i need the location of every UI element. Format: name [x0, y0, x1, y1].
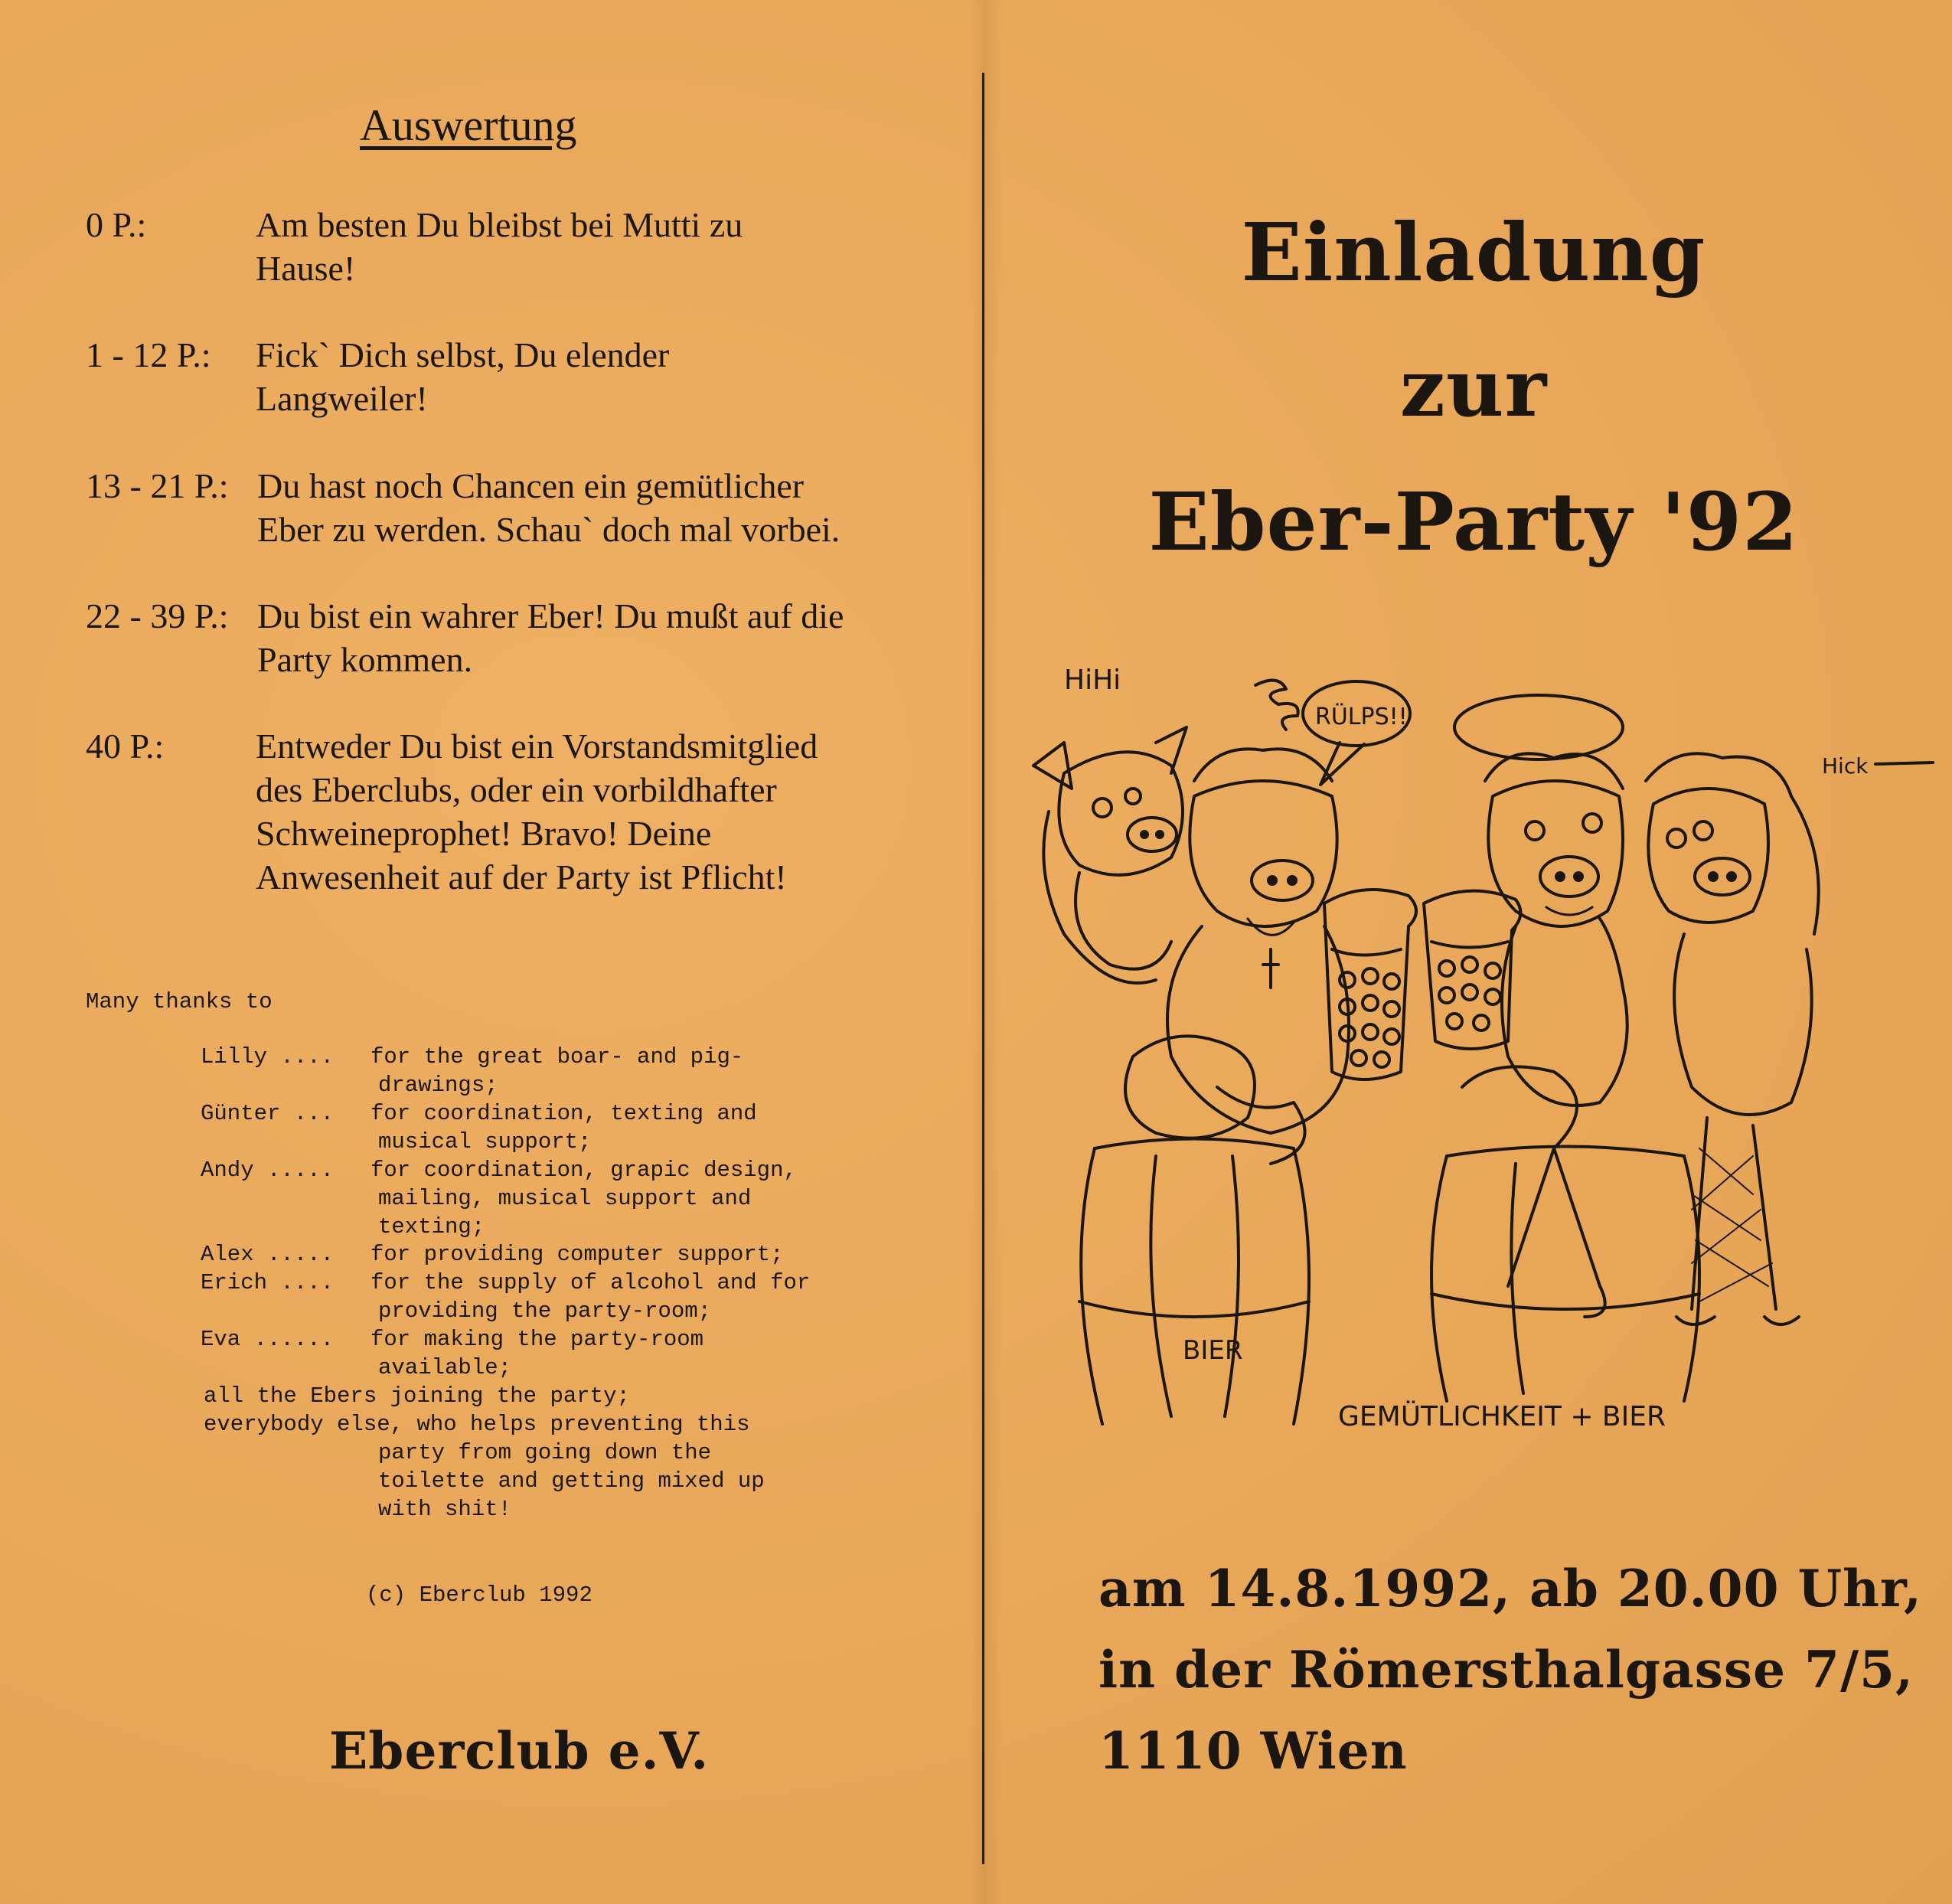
thanks-name: Andy .....	[201, 1158, 335, 1183]
thanks-name: Erich ....	[201, 1270, 335, 1295]
score-points: 40 P.:	[86, 727, 165, 766]
copyright-note: (c) Eberclub 1992	[366, 1582, 592, 1608]
thanks-line: for coordination, texting and	[370, 1101, 757, 1126]
club-signature: Eberclub e.V.	[329, 1721, 710, 1781]
barrel-bier-label: BIER	[1183, 1335, 1243, 1366]
beer-mug-left	[1324, 890, 1416, 1079]
pig-one	[1033, 727, 1187, 983]
score-line: Entweder Du bist ein Vorstandsmitglied	[256, 727, 818, 766]
thanks-desc	[370, 1156, 922, 1241]
thanks-name: Günter ...	[201, 1101, 335, 1126]
thought-bubble	[1454, 695, 1623, 759]
ruelps-label: RÜLPS!!	[1315, 704, 1408, 730]
fold-line	[982, 73, 984, 1864]
score-points: 13 - 21 P.:	[86, 466, 229, 505]
event-date: am 14.8.1992, ab 20.00 Uhr,	[1098, 1559, 1922, 1618]
thanks-desc	[370, 1269, 922, 1325]
thanks-extra: everybody else, who helps preventing this	[204, 1412, 750, 1437]
score-text	[257, 464, 946, 551]
score-line: Hause!	[256, 249, 356, 288]
thanks-line: drawings;	[378, 1073, 498, 1098]
hick-underline	[1875, 763, 1933, 764]
thanks-line: mailing, musical support and	[378, 1186, 752, 1211]
beer-mug-right	[1424, 891, 1520, 1049]
invitation-line-3: Eber-Party '92	[1148, 475, 1799, 569]
score-text	[256, 724, 945, 899]
thanks-desc	[370, 1043, 922, 1099]
thanks-extra-cont: with shit!	[378, 1497, 512, 1522]
score-points: 22 - 39 P.:	[86, 596, 229, 635]
thanks-name: Eva ......	[201, 1327, 335, 1352]
event-street: in der Römersthalgasse 7/5,	[1098, 1640, 1914, 1700]
thanks-line: musical support;	[378, 1129, 592, 1154]
left-barrel	[1079, 1139, 1309, 1425]
score-line: Anwesenheit auf der Party ist Pflicht!	[256, 857, 787, 896]
thanks-extra: all the Ebers joining the party;	[204, 1383, 630, 1409]
pig-two-boar	[1125, 749, 1349, 1164]
swirl-mark	[1255, 681, 1298, 730]
thanks-line: texting;	[378, 1214, 485, 1239]
thanks-desc	[370, 1240, 922, 1269]
thanks-extra-cont: toilette and getting mixed up	[378, 1468, 765, 1494]
thanks-line: available;	[378, 1355, 512, 1380]
score-points: 1 - 12 P.:	[86, 335, 211, 374]
thanks-name: Alex .....	[201, 1242, 335, 1267]
score-line: Schweineprophet! Bravo! Deine	[256, 814, 712, 853]
evaluation-title: Auswertung	[360, 100, 577, 150]
score-line: Langweiler!	[256, 379, 428, 418]
thanks-line: for the supply of alcohol and for	[370, 1270, 811, 1295]
score-line: Fick` Dich selbst, Du elender	[256, 335, 670, 374]
thanks-line: providing the party-room;	[378, 1298, 712, 1324]
hihi-label: HiHi	[1064, 665, 1121, 696]
score-text	[257, 594, 946, 681]
score-line: Du bist ein wahrer Eber! Du mußt auf die	[257, 596, 844, 635]
score-line: Eber zu werden. Schau` doch mal vorbei.	[257, 510, 841, 549]
pig-four	[1646, 753, 1819, 1324]
score-line: des Eberclubs, oder ein vorbildhafter	[256, 770, 777, 809]
event-city: 1110 Wien	[1098, 1721, 1408, 1781]
drawing-caption: GEMÜTLICHKEIT + BIER	[1338, 1401, 1666, 1432]
score-text	[256, 203, 945, 290]
invitation-line-2: zur	[1399, 341, 1548, 435]
thanks-line: for coordination, grapic design,	[370, 1158, 797, 1183]
thanks-name: Lilly ....	[201, 1044, 335, 1070]
pig-party-drawing	[1018, 658, 1937, 1455]
thanks-line: for the great boar- and pig-	[370, 1044, 744, 1070]
burp-bubble-tail	[1320, 743, 1364, 785]
thanks-line: for making the party-room	[370, 1327, 704, 1352]
score-text	[256, 333, 945, 420]
invitation-line-1: Einladung	[1241, 205, 1706, 299]
thanks-desc	[370, 1099, 922, 1156]
thanks-line: for providing computer support;	[370, 1242, 784, 1267]
score-line: Am besten Du bleibst bei Mutti zu	[256, 205, 743, 244]
thanks-desc	[370, 1325, 922, 1382]
pig-three	[1462, 753, 1627, 1317]
thanks-heading: Many thanks to	[86, 989, 273, 1014]
score-points: 0 P.:	[86, 205, 147, 244]
thanks-extra-cont: party from going down the	[378, 1440, 712, 1465]
score-line: Party kommen.	[257, 640, 473, 679]
hick-label: Hick	[1822, 753, 1869, 779]
score-line: Du hast noch Chancen ein gemütlicher	[257, 466, 805, 505]
